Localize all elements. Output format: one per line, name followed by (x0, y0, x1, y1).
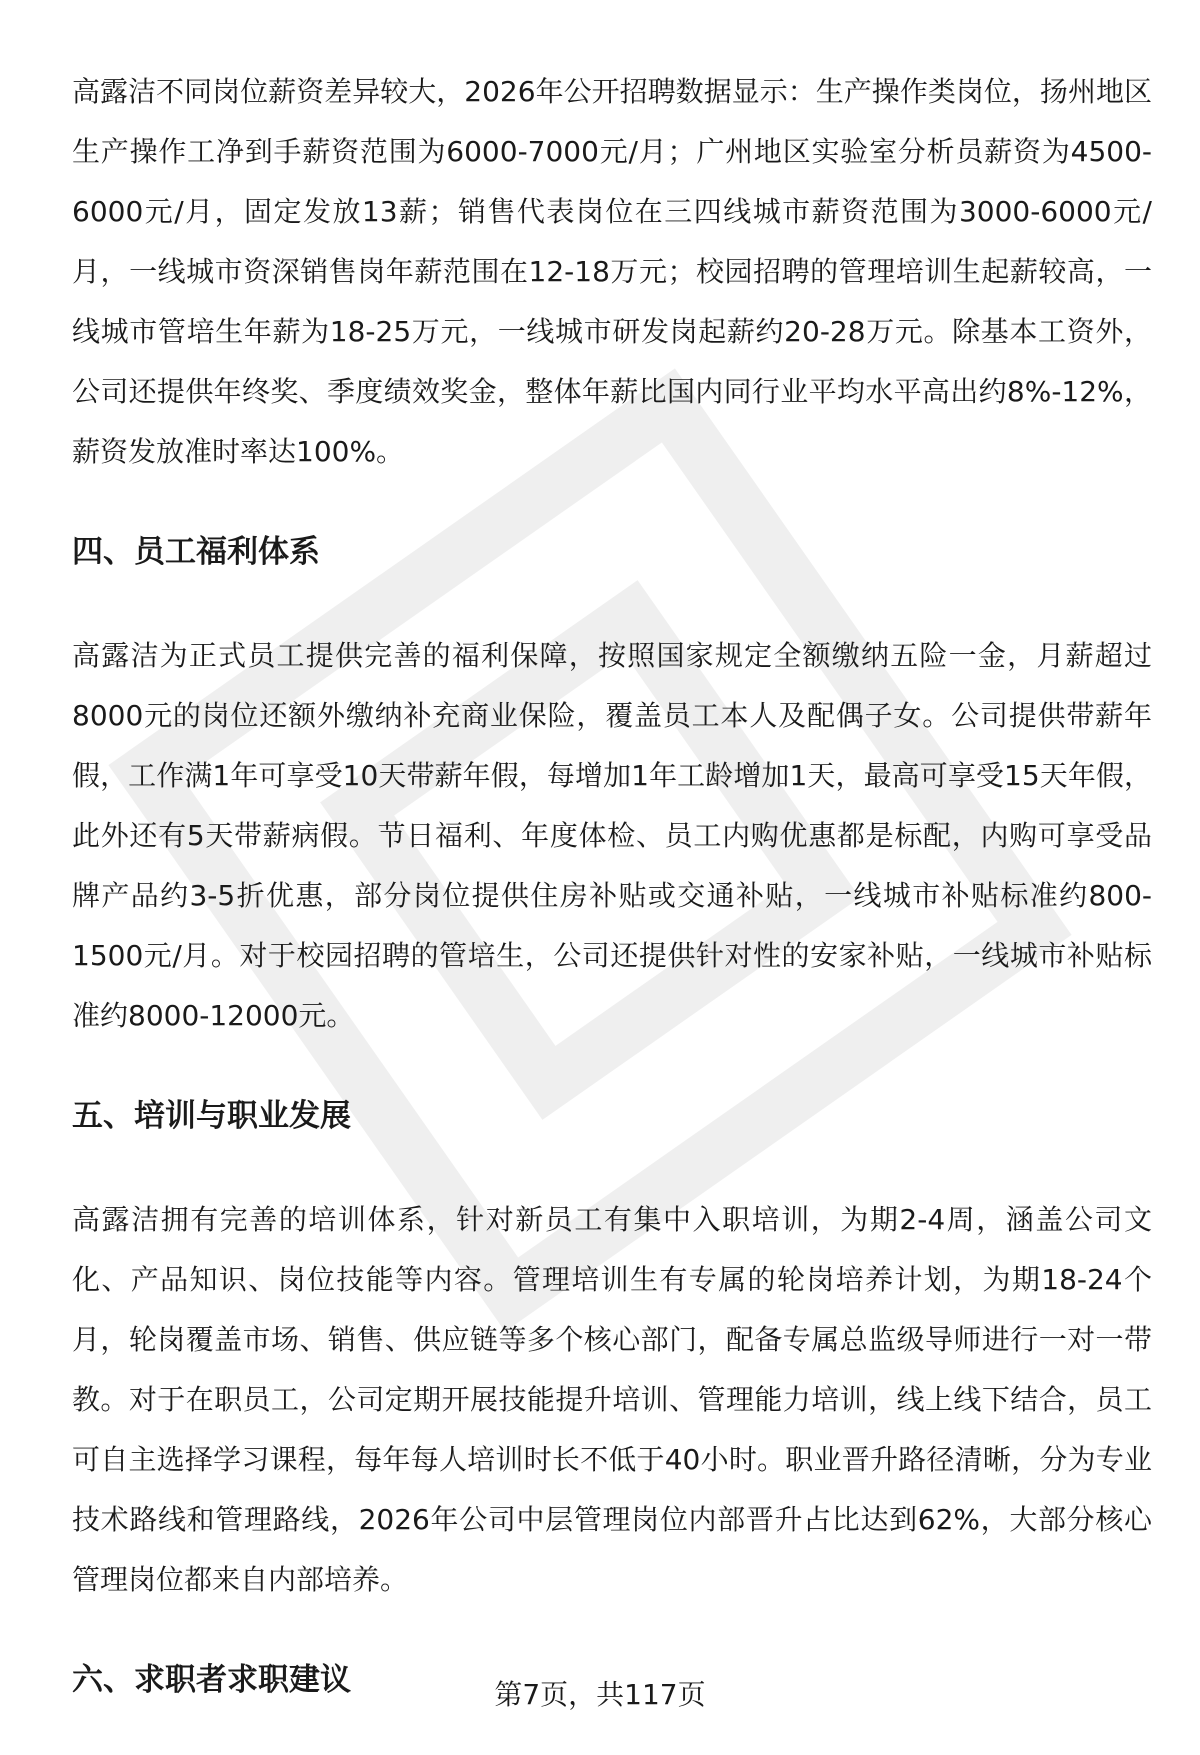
section-heading-training: 五、培训与职业发展 (72, 1098, 351, 1134)
salary-paragraph: 高露洁不同岗位薪资差异较大，2026年公开招聘数据显示：生产操作类岗位，扬州地区生产操作工净到手薪资范围为6000-7000元/月；广州地区实验室分析员薪资为4500-6000元/月，固定发放13薪；销售代表岗位在三四线城市薪资范围为3000-6000元/月，一线城市资深销售岗年薪范围在12-18万元；校园招聘的管理培训生起薪较高，一线城市管培生年薪为18-25万元，一线城市研发岗起薪约20-28万元。除基本工资外，公司还提供年终奖、季度绩效奖金，整体年薪比国内同行业平均水平高出约8%-12%，薪资发放准时率达100%。 (72, 75, 1152, 468)
section-heading-advice: 六、求职者求职建议 (72, 1662, 351, 1698)
page-number: 第7页，共117页 (494, 1678, 706, 1711)
welfare-paragraph: 高露洁为正式员工提供完善的福利保障，按照国家规定全额缴纳五险一金，月薪超过8000元的岗位还额外缴纳补充商业保险，覆盖员工本人及配偶子女。公司提供带薪年假，工作满1年可享受10天带薪年假，每增加1年工龄增加1天，最高可享受15天年假，此外还有5天带薪病假。节日福利、年度体检、员工内购优惠都是标配，内购可享受品牌产品约3-5折优惠，部分岗位提供住房补贴或交通补贴，一线城市补贴标准约800-1500元/月。对于校园招聘的管培生，公司还提供针对性的安家补贴，一线城市补贴标准约8000-12000元。 (72, 639, 1152, 1032)
training-paragraph: 高露洁拥有完善的培训体系，针对新员工有集中入职培训，为期2-4周，涵盖公司文化、产品知识、岗位技能等内容。管理培训生有专属的轮岗培养计划，为期18-24个月，轮岗覆盖市场、销售、供应链等多个核心部门，配备专属总监级导师进行一对一带教。对于在职员工，公司定期开展技能提升培训、管理能力培训，线上线下结合，员工可自主选择学习课程，每年每人培训时长不低于40小时。职业晋升路径清晰，分为专业技术路线和管理路线，2026年公司中层管理岗位内部晋升占比达到62%，大部分核心管理岗位都来自内部培养。 (72, 1203, 1152, 1596)
document-page (72, 62, 1152, 1710)
section-heading-welfare: 四、员工福利体系 (72, 534, 320, 570)
